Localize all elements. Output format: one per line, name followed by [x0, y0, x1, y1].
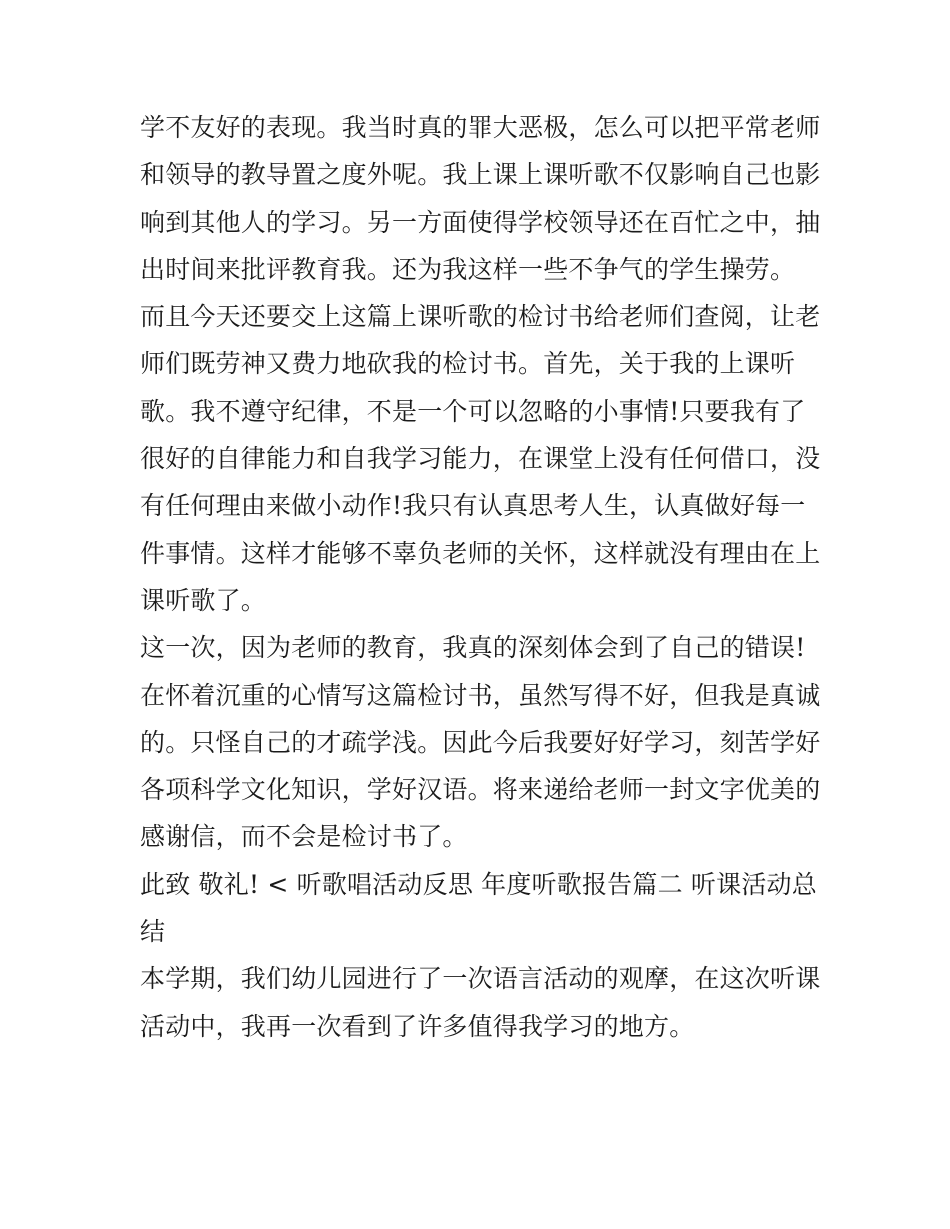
text-line: 这一次，因为老师的教育，我真的深刻体会到了自己的错误! [140, 633, 806, 663]
text-line: 感谢信，而不会是检讨书了。 [140, 822, 468, 852]
text-line: 的。只怪自己的才疏学浅。因此今后我要好好学习，刻苦学好 [140, 727, 821, 757]
text-line: 有任何理由来做小动作!我只有认真思考人生，认真做好每一 [140, 491, 806, 521]
text-line: 而且今天还要交上这篇上课听歌的检讨书给老师们查阅，让老 [140, 302, 821, 332]
text-line: 在怀着沉重的心情写这篇检讨书，虽然写得不好，但我是真诚 [140, 680, 821, 710]
text-line: 和领导的教导置之度外呢。我上课上课听歌不仅影响自己也影 [140, 160, 821, 190]
document-body [140, 104, 821, 1050]
text-line: 各项科学文化知识，学好汉语。将来递给老师一封文字优美的 [140, 775, 821, 805]
text-line: 歌。我不遵守纪律，不是一个可以忽略的小事情!只要我有了 [140, 396, 806, 426]
text-line: 课听歌了。 [140, 585, 267, 615]
text-line: 很好的自律能力和自我学习能力，在课堂上没有任何借口，没 [140, 444, 821, 474]
text-line: 件事情。这样才能够不辜负老师的关怀，这样就没有理由在上 [140, 538, 821, 568]
text-line: 师们既劳神又费力地砍我的检讨书。首先，关于我的上课听 [140, 349, 796, 379]
text-line: 本学期，我们幼儿园进行了一次语言活动的观摩，在这次听课 [140, 964, 821, 994]
text-line: 此致 敬礼! < 听歌唱活动反思 年度听歌报告篇二 听课活动总 [140, 869, 817, 899]
text-line: 响到其他人的学习。另一方面使得学校领导还在百忙之中，抽 [140, 207, 821, 237]
text-line: 活动中，我再一次看到了许多值得我学习的地方。 [140, 1011, 695, 1041]
text-line: 出时间来批评教育我。还为我这样一些不争气的学生操劳。 [140, 254, 796, 284]
text-line: 结 [140, 917, 166, 947]
text-line: 学不友好的表现。我当时真的罪大恶极，怎么可以把平常老师 [140, 113, 821, 142]
